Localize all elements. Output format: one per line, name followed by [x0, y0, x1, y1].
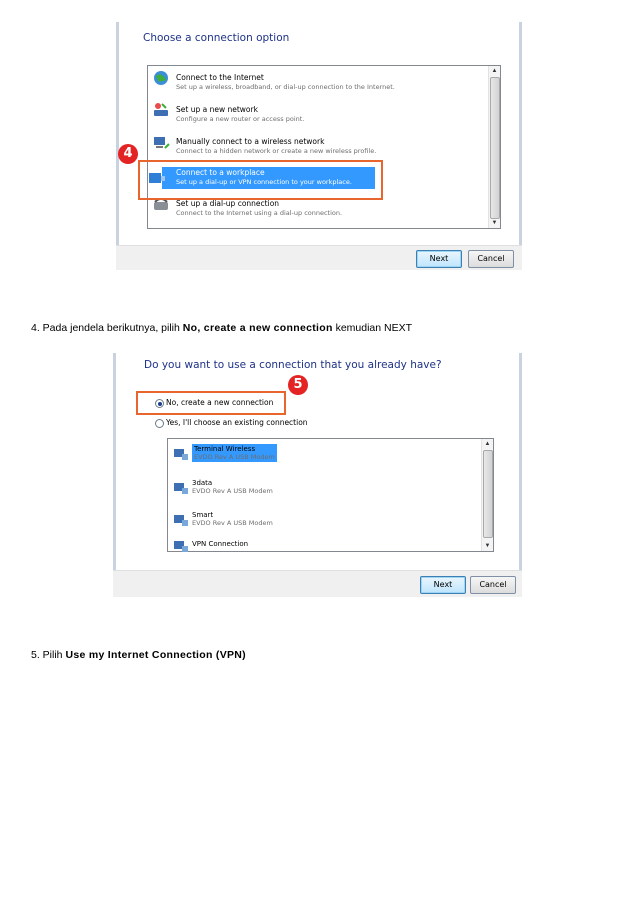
scroll-down-arrow[interactable]: ▼: [491, 220, 498, 226]
caption-step-5: [31, 649, 246, 661]
dialog-footer: [116, 245, 522, 270]
scroll-thumb[interactable]: [483, 450, 493, 538]
connection-item[interactable]: [168, 539, 478, 551]
option-title: Manually connect to a wireless network: [176, 137, 325, 146]
screenshot-use-existing-connection: [113, 353, 522, 597]
screenshot-connection-options: [116, 22, 522, 270]
vpn-icon: [173, 539, 189, 553]
modem-icon: [173, 481, 189, 495]
next-button[interactable]: Next: [416, 250, 462, 268]
window-border-left: [113, 353, 116, 597]
options-list[interactable]: [147, 65, 501, 229]
window-border-left: [116, 22, 119, 270]
radio-existing-connection-label: Yes, I'll choose an existing connection: [166, 418, 308, 427]
modem-icon: [173, 447, 189, 461]
wireless-icon: [152, 134, 170, 150]
option-manual-wireless[interactable]: [148, 134, 486, 160]
cancel-button[interactable]: Cancel: [470, 576, 516, 594]
dialog-title: Do you want to use a connection that you already have?: [144, 359, 442, 371]
caption-step-4: [31, 322, 412, 334]
scrollbar[interactable]: [481, 439, 493, 551]
connection-device: EVDO Rev A USB Modem: [192, 487, 273, 495]
connection-device: EVDO Rev A USB Modem: [192, 519, 273, 527]
next-button[interactable]: Next: [420, 576, 466, 594]
caption-text: 5. Pilih: [31, 649, 66, 661]
caption-bold: Use my Internet Connection (VPN): [65, 649, 246, 661]
connection-device: EVDO Rev A USB Modem: [194, 453, 275, 461]
caption-text: kemudian NEXT: [332, 322, 413, 334]
connections-list[interactable]: [167, 438, 494, 552]
option-description: Set up a wireless, broadband, or dial-up connection to the Internet.: [176, 83, 395, 91]
connection-name: Smart: [192, 511, 214, 519]
scrollbar[interactable]: [488, 66, 500, 228]
option-description: Set up a dial-up or VPN connection to your workplace.: [176, 178, 352, 186]
dialog-title: Choose a connection option: [143, 32, 290, 44]
option-description: Connect to the Internet using a dial-up connection.: [176, 209, 343, 217]
modem-icon: [173, 513, 189, 527]
radio-new-connection[interactable]: [155, 399, 164, 408]
step-badge-5: 5: [288, 375, 308, 395]
option-connect-internet[interactable]: [148, 70, 486, 96]
step-badge-4: 4: [118, 144, 138, 164]
option-description: Configure a new router or access point.: [176, 115, 305, 123]
connection-item[interactable]: [168, 477, 478, 501]
scroll-up-arrow[interactable]: ▲: [491, 68, 498, 74]
radio-new-connection-label: No, create a new connection: [166, 398, 274, 407]
option-title: Connect to a workplace: [176, 168, 265, 177]
option-title: Set up a new network: [176, 105, 258, 114]
connection-name: 3data: [192, 479, 213, 487]
option-description: Connect to a hidden network or create a new wireless profile.: [176, 147, 377, 155]
window-border-right: [519, 22, 522, 270]
scroll-down-arrow[interactable]: ▼: [484, 543, 491, 549]
connection-name: VPN Connection: [192, 540, 249, 548]
caption-text: 4. Pada jendela berikutnya, pilih: [31, 322, 183, 334]
cancel-button[interactable]: Cancel: [468, 250, 514, 268]
radio-existing-connection[interactable]: [155, 419, 164, 428]
window-border-right: [519, 353, 522, 597]
connection-name: Terminal Wireless: [194, 445, 256, 453]
connection-item[interactable]: [168, 509, 478, 533]
caption-bold: No, create a new connection: [182, 322, 333, 334]
scroll-thumb[interactable]: [490, 77, 500, 219]
connection-item[interactable]: [168, 443, 478, 467]
highlight-box-workplace: [138, 160, 383, 200]
globe-icon: [152, 70, 170, 86]
option-title: Set up a dial-up connection: [176, 199, 280, 208]
option-new-network[interactable]: [148, 102, 486, 128]
dialog-footer: [113, 570, 522, 597]
scroll-up-arrow[interactable]: ▲: [484, 441, 491, 447]
option-title: Connect to the Internet: [176, 73, 264, 82]
router-icon: [152, 102, 170, 118]
